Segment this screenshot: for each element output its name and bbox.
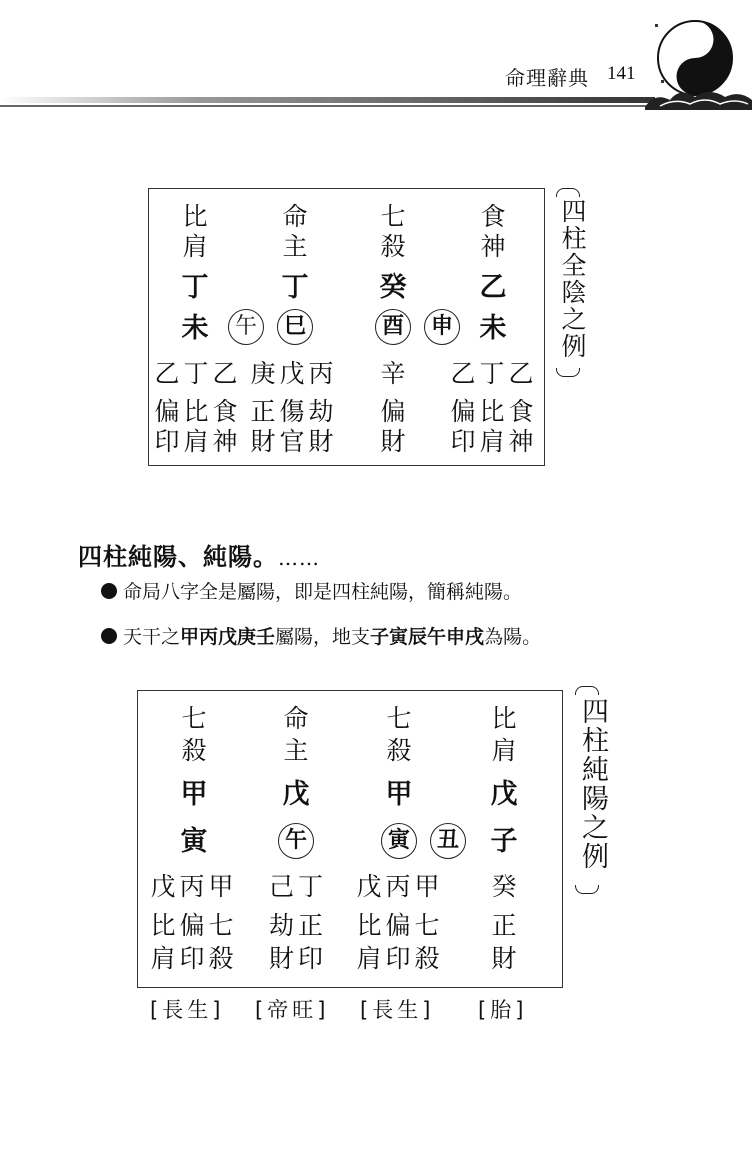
chart1-top2-1: 肩 xyxy=(182,232,208,261)
bullet2-yang-stems: 甲丙戊庚壬 xyxy=(180,626,276,648)
chart2-top2-2: 主 xyxy=(283,736,309,765)
chart2-stem-4: 戊 xyxy=(490,779,518,810)
chart1-stem-1: 丁 xyxy=(181,272,209,303)
stage-label-1: [長生] xyxy=(150,998,225,1022)
chart1-branch-2: 巳 xyxy=(277,309,313,345)
page-header xyxy=(0,0,755,120)
chart2-hidden-4: 癸 xyxy=(491,872,517,901)
chart2-god1-4: 正 xyxy=(491,911,517,940)
chart2-branch-3: 寅 xyxy=(381,823,417,859)
bazi-chart-yang xyxy=(137,690,563,988)
chart1-bracket-top xyxy=(556,188,580,197)
chart1-title: 四柱全陰之例 xyxy=(558,198,587,360)
chart2-god1-1: 比偏七 xyxy=(150,911,238,940)
chart2-god2-2: 財印 xyxy=(268,944,327,973)
chart1-branch-3: 酉 xyxy=(375,309,411,345)
chart1-god1-1: 偏比食 xyxy=(154,397,242,426)
header-rule-thin xyxy=(0,105,660,107)
chart1-god1-3: 偏 xyxy=(380,397,406,426)
bullet2-yang-branches: 子寅辰午申戌 xyxy=(370,626,485,648)
chart2-top-1: 七 xyxy=(181,704,207,733)
chart1-circled-wu: 午 xyxy=(228,309,264,345)
bullet-dot-icon xyxy=(101,628,117,644)
chart2-top-3: 七 xyxy=(386,704,412,733)
chart1-hidden-2: 庚戊丙 xyxy=(250,359,338,388)
chart1-god2-3: 財 xyxy=(380,427,406,456)
chart1-bracket-bottom xyxy=(556,368,580,377)
chart2-hidden-3: 戊丙甲 xyxy=(356,872,444,901)
chart2-bracket-bottom xyxy=(575,885,599,894)
chart1-hidden-4: 乙丁乙 xyxy=(450,359,538,388)
chart2-stem-3: 甲 xyxy=(385,779,413,810)
chart2-god2-4: 財 xyxy=(491,944,517,973)
chart2-top-4: 比 xyxy=(491,704,517,733)
stage-label-3: [長生] xyxy=(360,998,435,1022)
chart2-circled-chou: 丑 xyxy=(430,823,466,859)
chart2-hidden-1: 戊丙甲 xyxy=(150,872,238,901)
chart1-god2-2: 財官財 xyxy=(250,427,338,456)
chart1-top-1: 比 xyxy=(182,202,208,231)
chart2-god1-3: 比偏七 xyxy=(356,911,444,940)
stage-label-4: [胎] xyxy=(478,998,528,1022)
chart2-top-2: 命 xyxy=(283,704,309,733)
chart1-top2-4: 神 xyxy=(480,232,506,261)
chart2-god2-1: 肩印殺 xyxy=(150,944,238,973)
chart1-stem-2: 丁 xyxy=(281,272,309,303)
chart1-top2-3: 殺 xyxy=(380,232,406,261)
running-head-title: 命理辭典 xyxy=(505,66,589,90)
chart1-god1-4: 偏比食 xyxy=(450,397,538,426)
bullet-item-2 xyxy=(101,622,541,649)
chart2-top2-4: 肩 xyxy=(491,736,517,765)
section-heading xyxy=(78,537,320,572)
chart2-branch-4: 子 xyxy=(490,826,518,857)
chart2-branch-2: 午 xyxy=(278,823,314,859)
chart1-top-3: 七 xyxy=(380,202,406,231)
chart1-branch-1: 未 xyxy=(181,313,209,344)
chart2-hidden-2: 己丁 xyxy=(268,872,327,901)
bullet-dot-icon xyxy=(101,583,117,599)
chart1-stem-4: 乙 xyxy=(479,272,507,303)
chart2-title: 四柱純陽之例 xyxy=(577,697,608,871)
cloud-decoration-icon xyxy=(640,82,755,112)
chart2-stem-1: 甲 xyxy=(180,779,208,810)
page-number: 141 xyxy=(607,63,636,84)
chart2-top2-3: 殺 xyxy=(386,736,412,765)
chart1-top-4: 食 xyxy=(480,202,506,231)
chart2-stem-2: 戊 xyxy=(282,779,310,810)
chart1-hidden-3: 辛 xyxy=(380,359,406,388)
bazi-chart-yin xyxy=(148,188,545,466)
chart2-branch-1: 寅 xyxy=(180,826,208,857)
chart1-god1-2: 正傷劫 xyxy=(250,397,338,426)
header-rule xyxy=(0,97,655,103)
chart1-stem-3: 癸 xyxy=(379,272,407,303)
chart1-god2-1: 印肩神 xyxy=(154,427,242,456)
chart1-top-2: 命 xyxy=(282,202,308,231)
chart1-branch-4: 未 xyxy=(479,313,507,344)
chart2-bracket-top xyxy=(575,686,599,695)
chart1-circled-shen: 申 xyxy=(424,309,460,345)
stage-label-2: [帝旺] xyxy=(255,998,330,1022)
chart2-top2-1: 殺 xyxy=(181,736,207,765)
bullet-item-1 xyxy=(101,577,522,604)
section-heading-dots: …… xyxy=(278,546,320,570)
chart1-hidden-1: 乙丁乙 xyxy=(154,359,242,388)
bullet-text-1: 命局八字全是屬陽，即是四柱純陽，簡稱純陽。 xyxy=(123,581,523,603)
chart1-top2-2: 主 xyxy=(282,232,308,261)
chart2-god2-3: 肩印殺 xyxy=(356,944,444,973)
bullet2-part-e: 為陽。 xyxy=(484,626,542,648)
bullet2-part-c: 屬陽，地支 xyxy=(275,626,371,648)
section-heading-text: 四柱純陽、純陽。 xyxy=(78,543,278,571)
bullet2-part-a: 天干之 xyxy=(123,626,181,648)
chart2-god1-2: 劫正 xyxy=(268,911,327,940)
chart1-god2-4: 印肩神 xyxy=(450,427,538,456)
